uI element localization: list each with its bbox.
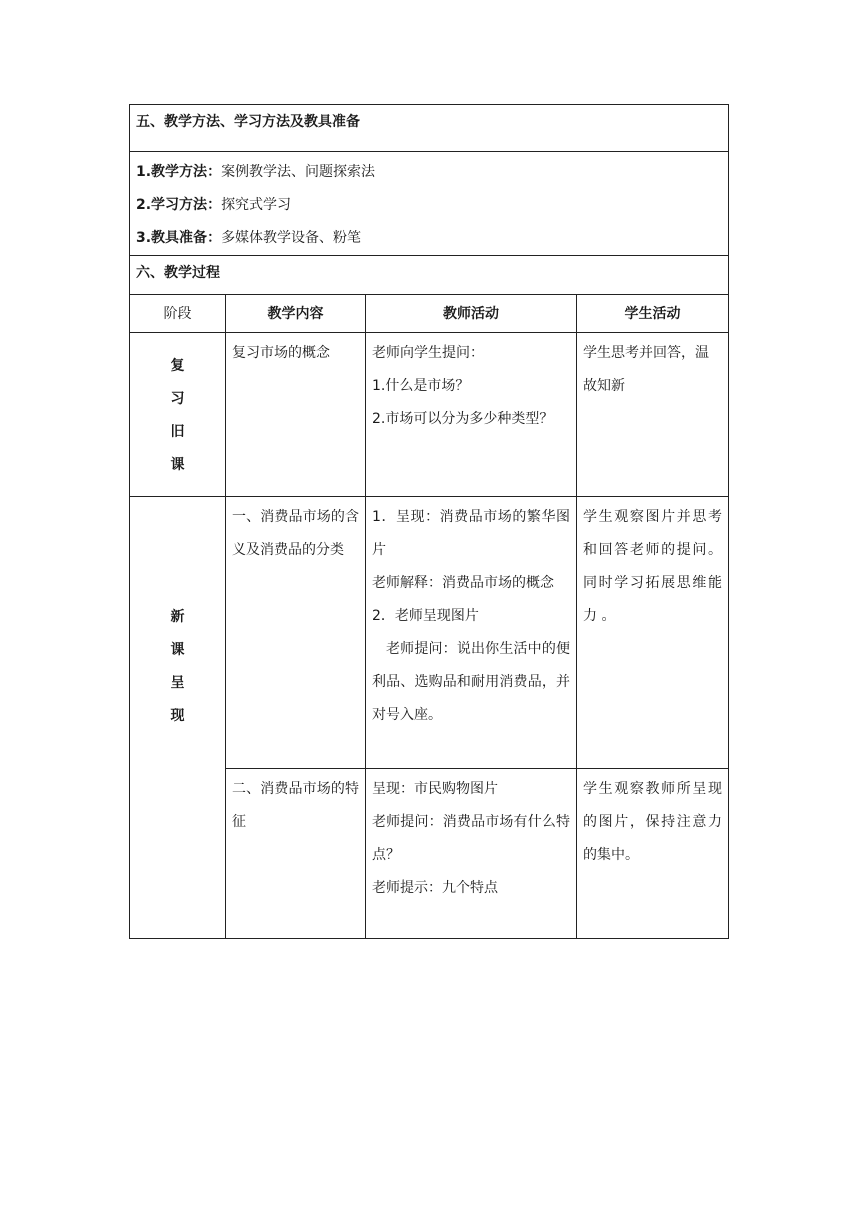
method-sep: ： [207,230,222,246]
stage-char: 课 [170,457,185,473]
method-sep: ： [207,164,222,180]
teacher-review [366,333,577,497]
method-value: 多媒体教学设备、粉笔 [221,230,362,246]
method-label: 1.教学方法 [136,164,208,180]
content-text: 二、消费品市场的特征 [232,781,359,830]
stage-char: 复 [170,358,185,374]
teacher-line: 1．呈现：消费品市场的繁华图片 [372,509,570,558]
header-content: 教学内容 [226,295,366,333]
methods-row [130,152,729,256]
teacher-line: 呈现：市民购物图片 [372,781,498,797]
teacher-part2 [366,769,577,939]
method-label: 2.学习方法 [136,197,208,213]
table-header-row [130,295,729,333]
stage-review [130,333,226,497]
table-row-review [130,333,729,497]
content-review [226,333,366,497]
teacher-part1 [366,497,577,769]
teacher-line: 老师提问：消费品市场有什么特点？ [372,814,570,863]
content-text: 一、消费品市场的含义及消费品的分类 [232,509,359,558]
stage-char: 呈 [170,675,185,691]
stage-char: 新 [170,609,185,625]
student-text: 学生观察教师所呈现的图片，保持注意力的集中。 [583,781,722,863]
stage-newlesson [130,497,226,939]
student-part1 [577,497,729,769]
teacher-line: 老师提问：说出你生活中的便利品、选购品和耐用消费品，并对号入座。 [372,641,570,723]
method-line-teaching [136,156,728,189]
student-text: 学生观察图片并思考和回答老师的提问。同时学习拓展思维能力 。 [583,509,722,624]
stage-char: 课 [170,642,185,658]
teacher-line: 2.市场可以分为多少种类型？ [372,411,554,427]
stage-char: 习 [170,391,185,407]
method-line-learning [136,189,728,222]
section5-title: 五、教学方法、学习方法及教具准备 [130,105,729,152]
header-stage: 阶段 [130,295,226,333]
content-text: 复习市场的概念 [232,345,330,361]
student-part2 [577,769,729,939]
teacher-line: 老师提示：九个特点 [372,880,498,896]
teacher-line: 老师向学生提问： [372,345,484,361]
method-value: 案例教学法、问题探索法 [221,164,376,180]
header-teacher: 教师活动 [366,295,577,333]
section5-row [130,105,729,152]
student-text: 学生思考并回答，温故知新 [583,345,709,394]
method-sep: ： [207,197,222,213]
method-line-tools [136,222,728,255]
teacher-line: 1.什么是市场？ [372,378,470,394]
content-part2 [226,769,366,939]
header-student: 学生活动 [577,295,729,333]
stage-char: 现 [170,708,185,724]
student-review [577,333,729,497]
method-label: 3.教具准备 [136,230,208,246]
teacher-line: 2．老师呈现图片 [372,608,479,624]
content-part1 [226,497,366,769]
stage-char: 旧 [170,424,185,440]
methods-cell [130,152,729,256]
method-value: 探究式学习 [221,197,292,213]
section6-title: 六、教学过程 [130,256,729,295]
table-row-newlesson-part1 [130,497,729,769]
teacher-line: 老师解释：消费品市场的概念 [372,575,554,591]
section6-row [130,256,729,295]
lesson-plan-table [129,104,729,939]
